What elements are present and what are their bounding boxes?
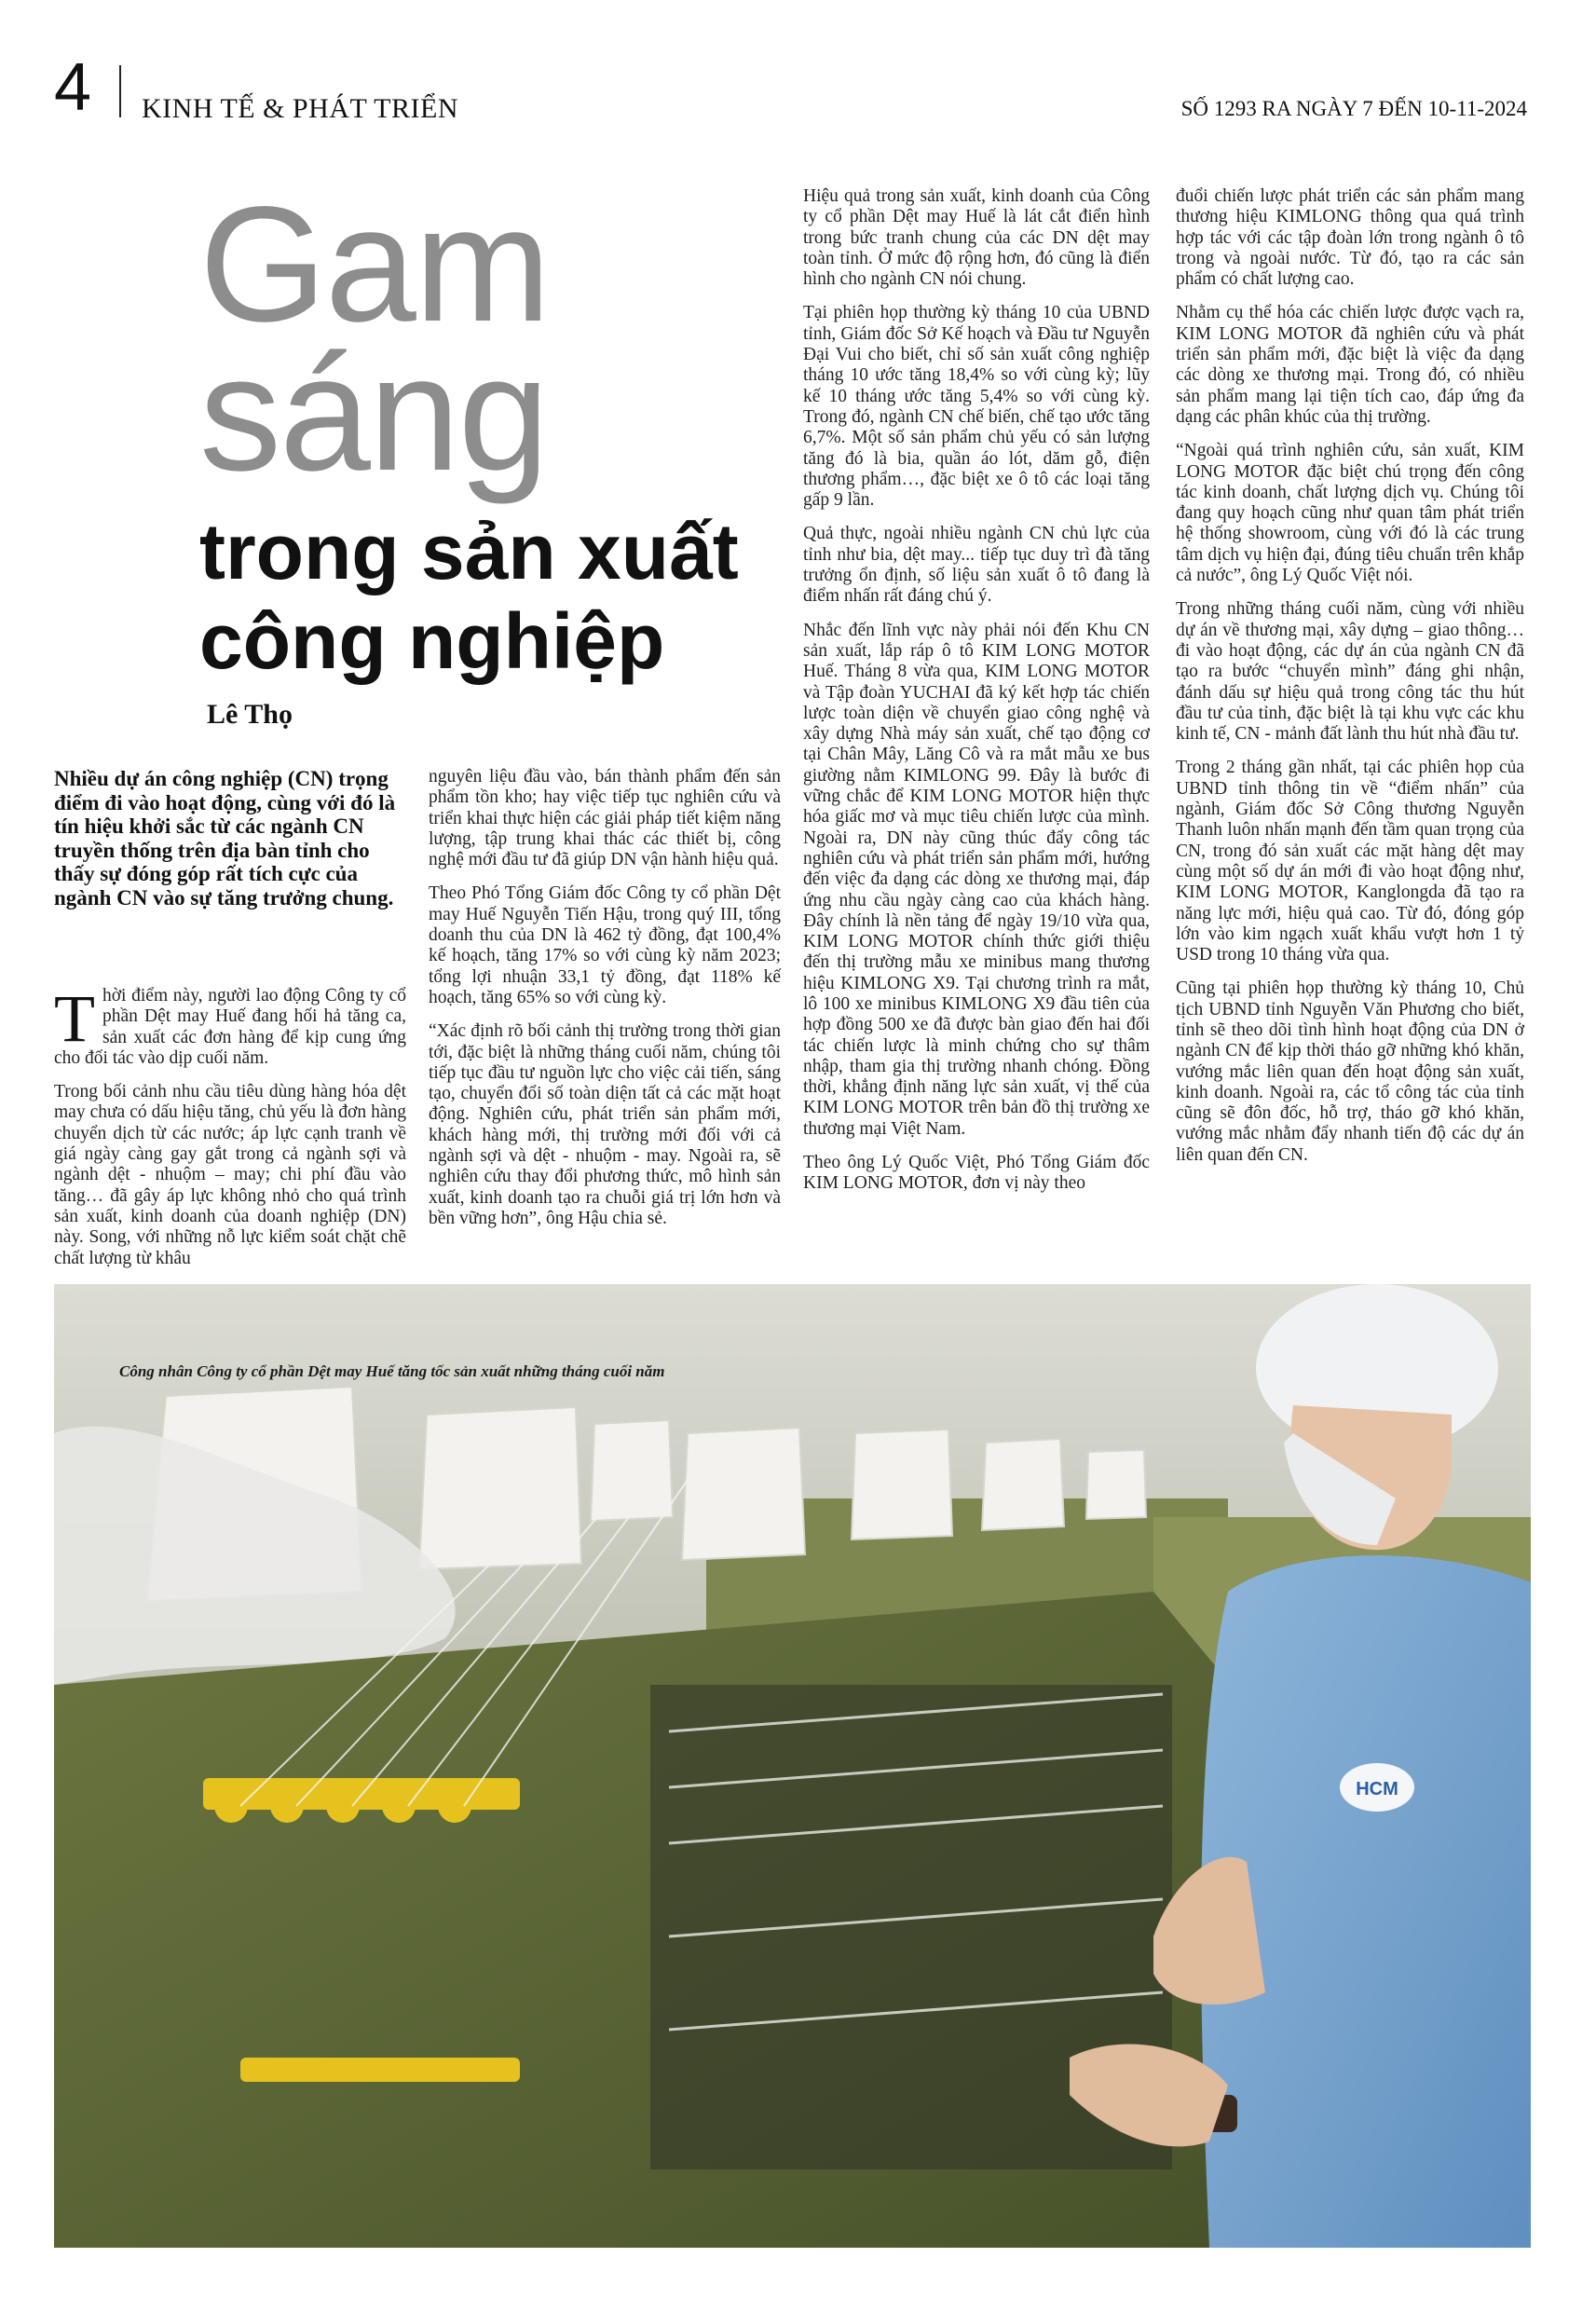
article-paragraph: nguyên liệu đầu vào, bán thành phẩm đến sản phẩm tồn kho; hay việc tiếp tục nghiên cứu và triển khai thực hiện các giải pháp tiết kiệm năng lượng, tập trung khai thác các thiết bị, công nghệ mới đầu tư đã giúp DN vận hành hiệu quả.: [429, 767, 781, 870]
article-paragraph: Trong những tháng cuối năm, cùng với nhiều dự án về thương mại, xây dựng – giao thông… đi vào hoạt động, các dự án của ngành CN đã tạo ra bước “chuyển mình” đáng ghi nhận, đánh dấu sự hiệu quả trong công tác thu hút đầu tư của tỉnh, đặc biệt là tại khu vực các khu kinh tế, CN - mảnh đất lành thu hút nhà đầu tư.: [1176, 599, 1524, 745]
article-paragraph: Hiệu quả trong sản xuất, kinh doanh của Công ty cổ phần Dệt may Huế là lát cắt điển hình trong bức tranh chung của các DN dệt may toàn tỉnh. Ở mức độ rộng hơn, đó cũng là điển hình cho ngành CN nói chung.: [803, 186, 1150, 290]
article-photo: [54, 1284, 1531, 2248]
article-paragraph: “Xác định rõ bối cảnh thị trường trong thời gian tới, đặc biệt là những tháng cuối năm, chúng tôi tiếp tục đầu tư nguồn lực cho việc cải tiến, sáng tạo, chuyển đổi số toàn diện tất cả các mặt hoạt động. Nghiên cứu, phát triển sản phẩm mới, khách hàng mới, thị trường mới đối với cả ngành sợi và dệt - nhuộm - may. Ngoài ra, sẽ nghiên cứu thay đổi phương thức, mô hình sản xuất, kinh doanh tạo ra chuỗi giá trị lớn hơn và bền vững hơn”, ông Hậu chia sẻ.: [429, 1021, 781, 1228]
paragraph-text: hời điểm này, người lao động Công ty cổ phần Dệt may Huế đang hối hả tăng ca, sản xuất các đơn hàng để kịp cung ứng cho đối tác vào dịp cuối năm.: [54, 986, 406, 1068]
article-paragraph: Tại phiên họp thường kỳ tháng 10 của UBND tỉnh, Giám đốc Sở Kế hoạch và Đầu tư Nguyễn Đại Vui cho biết, chỉ số sản xuất công nghiệp tháng 10 ước tăng 18,4% so với cùng kỳ; lũy kế 10 tháng ước tăng 5,4% so với cùng kỳ. Trong đó, ngành CN chế biến, chế tạo ước tăng 6,7%. Một số sản phẩm chủ yếu có sản lượng tăng đó là bia, quần áo lót, dăm gỗ, điện thương phẩm…, đặc biệt xe ô tô các loại tăng gấp 9 lần.: [803, 303, 1150, 511]
article-paragraph: Quả thực, ngoài nhiều ngành CN chủ lực của tỉnh như bia, dệt may... tiếp tục duy trì đà tăng trưởng ổn định, số liệu sản xuất ô tô đang là điểm nhấn rất đáng chú ý.: [803, 524, 1150, 607]
article-paragraph: Trong 2 tháng gần nhất, tại các phiên họp của UBND tỉnh thông tin về “điểm nhấn” của ngành, Giám đốc Sở Công thương Nguyễn Thanh luôn nhấn mạnh đến tầm quan trọng của CN, trong đó sản xuất các mặt hàng dệt may cùng một số dự án mới đi vào hoạt động như, KIM LONG MOTOR, Kanglongda đã tạo ra năng lực mới, hiệu quả cao. Từ đó, đóng góp lớn vào kim ngạch xuất khẩu vượt hơn 1 tỷ USD trong 10 tháng vừa qua.: [1176, 758, 1524, 965]
article-column-1: [54, 981, 406, 1282]
subheadline-line-2: công nghiệp: [199, 597, 665, 685]
article-paragraph: Nhắc đến lĩnh vực này phải nói đến Khu CN sản xuất, lắp ráp ô tô KIM LONG MOTOR Huế. Tháng 8 vừa qua, KIM LONG MOTOR và Tập đoàn YUCHAI đã ký kết hợp tác chiến lược toàn diện về chuyển giao công nghệ và xây dựng Nhà máy sản xuất, chế tạo động cơ tại Chân Mây, Lăng Cô và ra mắt mẫu xe bus giường nằm KIMLONG 99. Đây là bước đi vững chắc để KIM LONG MOTOR hiện thực hóa giấc mơ và mục tiêu chiến lược của mình. Ngoài ra, DN này cũng thúc đẩy công tác nghiên cứu và phát triển sản phẩm mới, hướng đến việc đa dạng các dòng xe thương mại, đáp ứng nhu cầu ngày càng cao của khách hàng. Đây chính là nền tảng để ngày 19/10 vừa qua, KIM LONG MOTOR chính thức giới thiệu đến thị trường mẫu xe minibus mang thương hiệu KIMLONG X9. Tại chương trình ra mắt, lô 100 xe minibus KIMLONG X9 đầu tiên của hợp đồng 500 xe đã được bàn giao đến hai đối tác chiến lược là minh chứng cho sự thâm nhập, tham gia thị trường nhanh chóng. Đồng thời, khẳng định năng lực sản xuất, vị thế của KIM LONG MOTOR trên bản đồ thị trường xe thương mại Việt Nam.: [803, 620, 1150, 1139]
article-column-3: [803, 186, 1150, 1208]
headline-line-2: sáng: [199, 322, 548, 505]
article-paragraph: Trong bối cảnh nhu cầu tiêu dùng hàng hóa dệt may chưa có dấu hiệu tăng, chủ yếu là đơn hàng chuyển dịch từ các nước; áp lực cạnh tranh về giá ngày càng gay gắt trong cả ngành sợi và ngành dệt - nhuộm – may; chi phí đầu vào tăng… đã gây áp lực không nhỏ cho quá trình sản xuất, kinh doanh của doanh nghiệp (DN) này. Song, với những nỗ lực kiểm soát chặt chẽ chất lượng từ khâu: [54, 1082, 406, 1268]
headline-line-1: Gam: [199, 173, 550, 356]
author-byline: Lê Thọ: [207, 699, 293, 730]
article-paragraph: Theo Phó Tổng Giám đốc Công ty cổ phần Dệt may Huế Nguyễn Tiến Hậu, trong quý III, tổng doanh thu của DN là 462 tỷ đồng, đạt 100,4% kế hoạch, tăng 17% so với cùng kỳ năm 2023; tổng lợi nhuận 33,1 tỷ đồng, đạt 118% kế hoạch, tăng 65% so với cùng kỳ.: [429, 883, 781, 1007]
article-paragraph: Nhằm cụ thể hóa các chiến lược được vạch ra, KIM LONG MOTOR đã nghiên cứu và phát triển sản phẩm mới, đặc biệt là việc đa dạng các dòng xe thương mại. Trong đó, có nhiều sản phẩm mang lại tiện tích cao, đáp ứng đa dạng các phân khúc của thị trường.: [1176, 303, 1524, 427]
subheadline-line-1: trong sản xuất: [199, 508, 739, 595]
section-title: KINH TẾ & PHÁT TRIỂN: [142, 93, 458, 124]
header-divider: [119, 65, 121, 117]
textile-factory-illustration: [54, 1284, 1531, 2248]
article-paragraph: [54, 981, 406, 1069]
article-paragraph: Cũng tại phiên họp thường kỳ tháng 10, Chủ tịch UBND tỉnh Nguyễn Văn Phương cho biết, tỉnh sẽ theo dõi tình hình hoạt động của DN ở ngành CN để kịp thời tháo gỡ những khó khăn, vướng mắc liên quan đến hoạt động sản xuất, kinh doanh. Ngoài ra, các tổ công tác của tỉnh cũng sẽ đôn đốc, hỗ trợ, tháo gỡ khó khăn, vướng mắc nhằm đẩy nhanh tiến độ các dự án liên quan đến CN.: [1176, 978, 1524, 1165]
article-column-2: [429, 767, 781, 1242]
article-column-4: [1176, 186, 1524, 1179]
page-number: 4: [54, 50, 92, 125]
photo-caption: Công nhân Công ty cổ phần Dệt may Huế tăng tốc sản xuất những tháng cuối năm: [119, 1362, 665, 1380]
article-lead: Nhiều dự án công nghiệp (CN) trọng điểm đi vào hoạt động, cùng với đó là tín hiệu khởi sắc từ các ngành CN truyền thống trên địa bàn tỉnh cho thấy sự đóng góp rất tích cực của ngành CN vào sự tăng trưởng chung.: [54, 767, 396, 910]
issue-info: SỐ 1293 RA NGÀY 7 ĐẾN 10-11-2024: [1180, 97, 1527, 120]
article-paragraph: Theo ông Lý Quốc Việt, Phó Tổng Giám đốc KIM LONG MOTOR, đơn vị này theo: [803, 1153, 1150, 1194]
article-paragraph: “Ngoài quá trình nghiên cứu, sản xuất, KIM LONG MOTOR đặc biệt chú trọng đến công tác kinh doanh, chất lượng dịch vụ. Chúng tôi đang quy hoạch cũng như quan tâm phát triển hệ thống showroom, cùng với đó là các trung tâm dịch vụ hiện đại, đúng tiêu chuẩn trên khắp cả nước”, ông Lý Quốc Việt nói.: [1176, 441, 1524, 586]
dropcap-letter: T: [54, 981, 95, 1056]
article-paragraph: đuổi chiến lược phát triển các sản phẩm mang thương hiệu KIMLONG thông qua quá trình hợp tác với các tập đoàn lớn trong ngành ô tô trong và ngoài nước. Từ đó, tạo ra các sản phẩm có chất lượng cao.: [1176, 186, 1524, 290]
uniform-logo: HCM: [1356, 1779, 1398, 1799]
